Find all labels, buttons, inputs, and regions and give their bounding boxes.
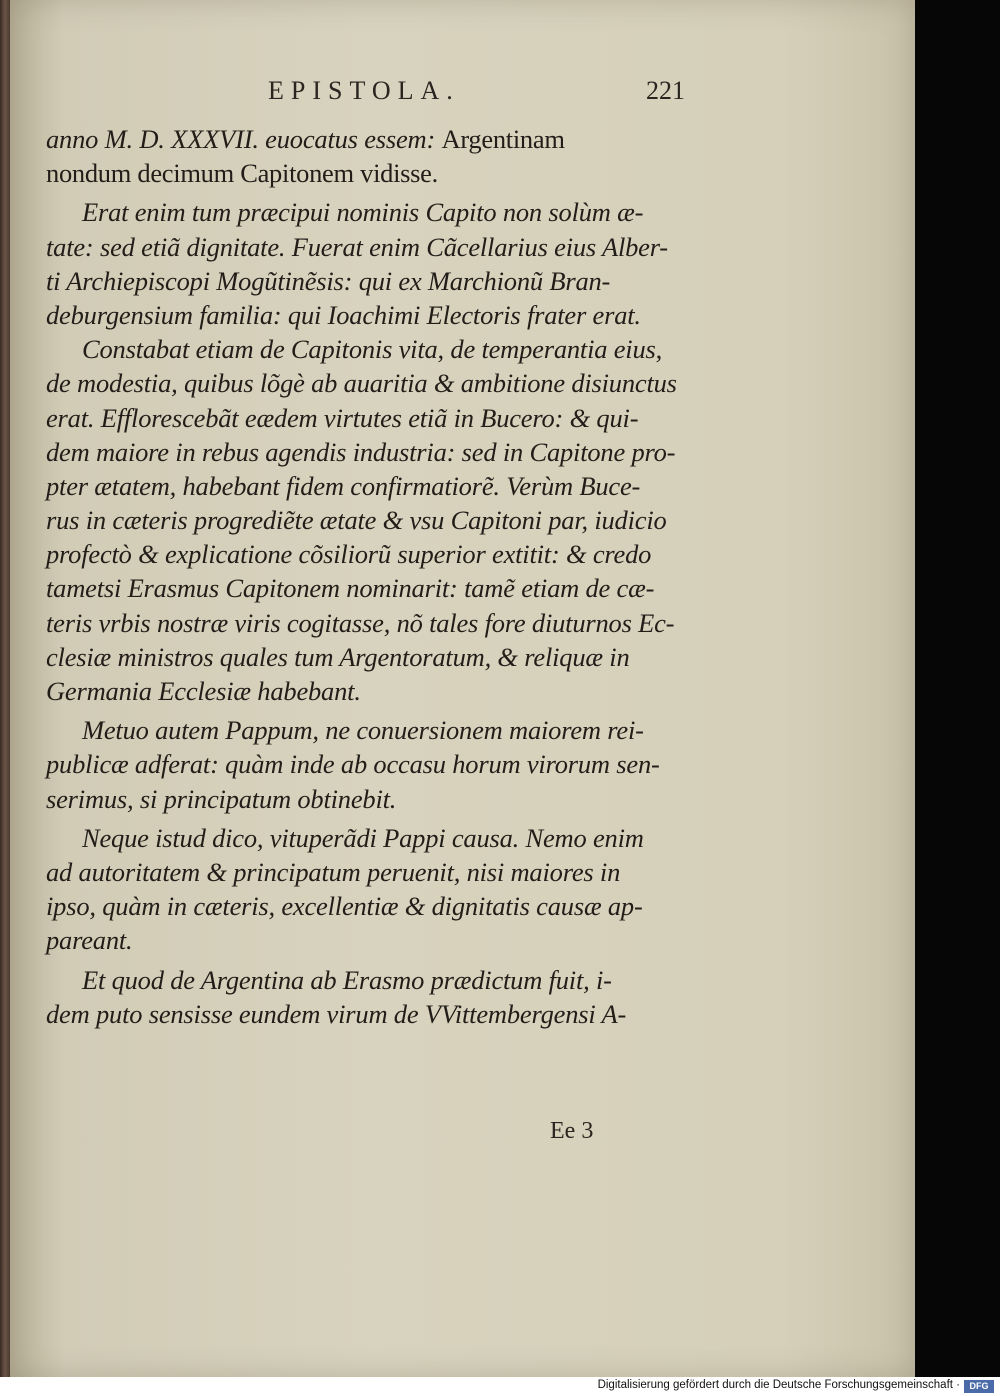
body-text <box>46 122 726 1031</box>
footer-bar <box>0 1377 1000 1396</box>
running-head-title: EPISTOLA. <box>268 76 460 105</box>
dfg-logo-icon: DFG <box>964 1380 994 1393</box>
text-line: ipso, quàm in cæteris, excellentiæ & dignitatis causæ ap- <box>46 891 643 922</box>
text-line: tametsi Erasmus Capitonem nominarit: tamẽ etiam de cæ- <box>46 573 655 604</box>
text-line: pareant. <box>46 925 133 956</box>
book-spine <box>0 0 10 1377</box>
text-line: teris vrbis nostræ viris cogitasse, nõ tales fore diuturnos Ec- <box>46 607 675 638</box>
running-head <box>10 76 915 110</box>
text-line: Metuo autem Pappum, ne conuersionem maiorem rei- <box>82 715 644 746</box>
text-line: Constabat etiam de Capitonis vita, de temperantia eius, <box>82 334 663 365</box>
text-line: pter ætatem, habebant fidem confirmatiorẽ. Verùm Buce- <box>46 470 641 501</box>
text-line: dem puto sensisse eundem virum de VVittembergensi A- <box>46 998 627 1029</box>
funding-credit: Digitalisierung gefördert durch die Deutsche Forschungsgemeinschaft · <box>597 1379 960 1391</box>
scan-background <box>915 0 1000 1377</box>
page-number: 221 <box>646 76 685 105</box>
text-line: nondum decimum Capitonem vidisse. <box>46 158 438 189</box>
text-line: tate: sed etiã dignitate. Fuerat enim Cãcellarius eius Alber- <box>46 231 668 262</box>
text-line: rus in cæteris progrediẽte ætate & vsu Capitoni par, iudicio <box>46 505 667 536</box>
text-line: anno M. D. XXXVII. euocatus essem: Argentinam <box>46 124 565 154</box>
text-line: de modestia, quibus lõgè ab auaritia & ambitione disiunctus <box>46 368 677 399</box>
text-line: serimus, si principatum obtinebit. <box>46 783 397 814</box>
text-line: profectò & explicatione cõsiliorũ superior extitit: & credo <box>46 539 652 570</box>
text-line: ad autoritatem & principatum peruenit, nisi maiores in <box>46 856 621 887</box>
text-line: ti Archiepiscopi Mogũtinẽsis: qui ex Marchionũ Bran- <box>46 265 611 296</box>
text-line: publicæ adferat: quàm inde ab occasu horum virorum sen- <box>46 749 660 780</box>
text-line: erat. Efflorescebãt eædem virtutes etiã in Bucero: & qui- <box>46 402 639 433</box>
text-line: dem maiore in rebus agendis industria: sed in Capitone pro- <box>46 436 676 467</box>
text-line: Erat enim tum præcipui nominis Capito non solùm æ- <box>82 197 644 228</box>
signature-mark: Ee 3 <box>550 1118 594 1144</box>
text-line: Germania Ecclesiæ habebant. <box>46 676 361 706</box>
book-page <box>10 0 915 1377</box>
text-line: clesiæ ministros quales tum Argentoratum, & reliquæ in <box>46 641 630 672</box>
text-line: Neque istud dico, vituperãdi Pappi causa. Nemo enim <box>82 822 644 853</box>
text-line: Et quod de Argentina ab Erasmo prædictum fuit, i- <box>82 964 612 995</box>
text-line: deburgensium familia: qui Ioachimi Electoris frater erat. <box>46 299 641 330</box>
